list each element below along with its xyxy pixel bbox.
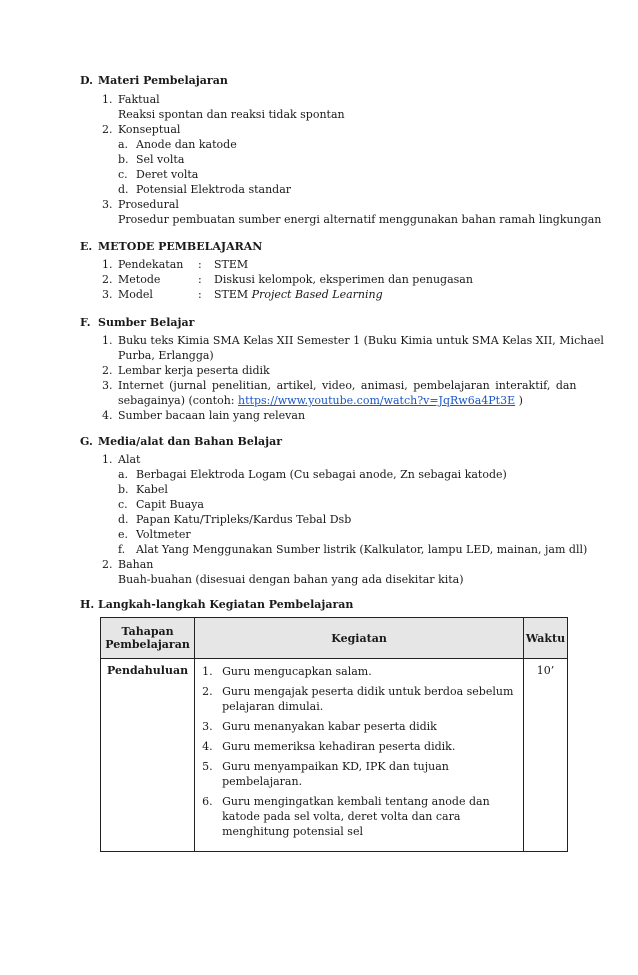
cell-kegiatan xyxy=(195,659,524,852)
table-row xyxy=(101,659,568,852)
metode-row-metode: 2. Metode : Diskusi kelompok, eksperimen dan penugasan xyxy=(102,273,473,286)
media-item-bahan: 2. Bahan xyxy=(102,558,154,571)
table-header-row xyxy=(101,618,568,659)
youtube-link[interactable]: https://www.youtube.com/watch?v=JqRw6a4Pt3E xyxy=(238,394,516,407)
materi-prosedural-detail: Prosedur pembuatan sumber energi alternatif menggunakan bahan ramah lingkungan xyxy=(118,213,602,226)
section-d-heading: D. Materi Pembelajaran xyxy=(80,74,228,87)
list-item: 6. Guru mengingatkan kembali tentang anode dan katode pada sel volta, deret volta dan cara menghitung potensial sel xyxy=(202,795,490,838)
sumber-item-4: 4. Sumber bacaan lain yang relevan xyxy=(102,409,306,422)
alat-sub-b: b. Kabel xyxy=(118,483,168,496)
header-kegiatan: Kegiatan xyxy=(195,618,524,659)
sumber-item-1-cont: Purba, Erlangga) xyxy=(118,349,214,362)
sumber-item-3: 3. Internet (jurnal penelitian, artikel, video, animasi, pembelajaran interaktif, dan xyxy=(102,379,577,392)
konseptual-sub-a: a. Anode dan katode xyxy=(118,138,237,151)
alat-sub-c: c. Capit Buaya xyxy=(118,498,204,511)
sumber-item-3-cont: sebagainya) (contoh: https://www.youtube.com/watch?v=JqRw6a4Pt3E ) xyxy=(118,394,523,407)
cell-tahapan: Pendahuluan xyxy=(101,659,195,852)
sumber-item-1: 1. Buku teks Kimia SMA Kelas XII Semester 1 (Buku Kimia untuk SMA Kelas XII, Michael xyxy=(102,334,604,347)
alat-sub-f: f. Alat Yang Menggunakan Sumber listrik (Kalkulator, lampu LED, mainan, jam dll) xyxy=(118,543,588,556)
alat-sub-a: a. Berbagai Elektroda Logam (Cu sebagai anode, Zn sebagai katode) xyxy=(118,468,507,481)
bahan-detail: Buah-buahan (disesuai dengan bahan yang ada disekitar kita) xyxy=(118,573,464,586)
alat-sub-d: d. Papan Katu/Tripleks/Kardus Tebal Dsb xyxy=(118,513,352,526)
header-tahapan: Tahapan Pembelajaran xyxy=(101,618,195,659)
cell-waktu: 10’ xyxy=(524,659,568,852)
list-item: 4. Guru memeriksa kehadiran peserta didik. xyxy=(202,740,456,753)
konseptual-sub-b: b. Sel volta xyxy=(118,153,185,166)
materi-item-faktual: 1. Faktual xyxy=(102,93,160,106)
section-g-heading: G. Media/alat dan Bahan Belajar xyxy=(80,435,283,448)
kegiatan-table xyxy=(100,617,568,852)
metode-row-model: 3. Model : STEM Project Based Learning xyxy=(102,288,383,301)
list-item: 1. Guru mengucapkan salam. xyxy=(202,665,372,678)
sumber-item-2: 2. Lembar kerja peserta didik xyxy=(102,364,270,377)
list-item: 5. Guru menyampaikan KD, IPK dan tujuan pembelajaran. xyxy=(202,760,449,788)
alat-sub-e: e. Voltmeter xyxy=(118,528,191,541)
section-h-heading: H. Langkah-langkah Kegiatan Pembelajaran xyxy=(80,598,354,611)
materi-item-prosedural: 3. Prosedural xyxy=(102,198,179,211)
metode-row-pendekatan: 1. Pendekatan : STEM xyxy=(102,258,249,271)
materi-faktual-detail: Reaksi spontan dan reaksi tidak spontan xyxy=(118,108,345,121)
media-item-alat: 1. Alat xyxy=(102,453,141,466)
list-item: 2. Guru mengajak peserta didik untuk berdoa sebelum pelajaran dimulai. xyxy=(202,685,514,713)
konseptual-sub-c: c. Deret volta xyxy=(118,168,199,181)
materi-item-konseptual: 2. Konseptual xyxy=(102,123,181,136)
list-item: 3. Guru menanyakan kabar peserta didik xyxy=(202,720,437,733)
section-f-heading: F. Sumber Belajar xyxy=(80,316,195,329)
konseptual-sub-d: d. Potensial Elektroda standar xyxy=(118,183,292,196)
section-e-heading: E. METODE PEMBELAJARAN xyxy=(80,240,263,253)
header-waktu: Waktu xyxy=(524,618,568,659)
